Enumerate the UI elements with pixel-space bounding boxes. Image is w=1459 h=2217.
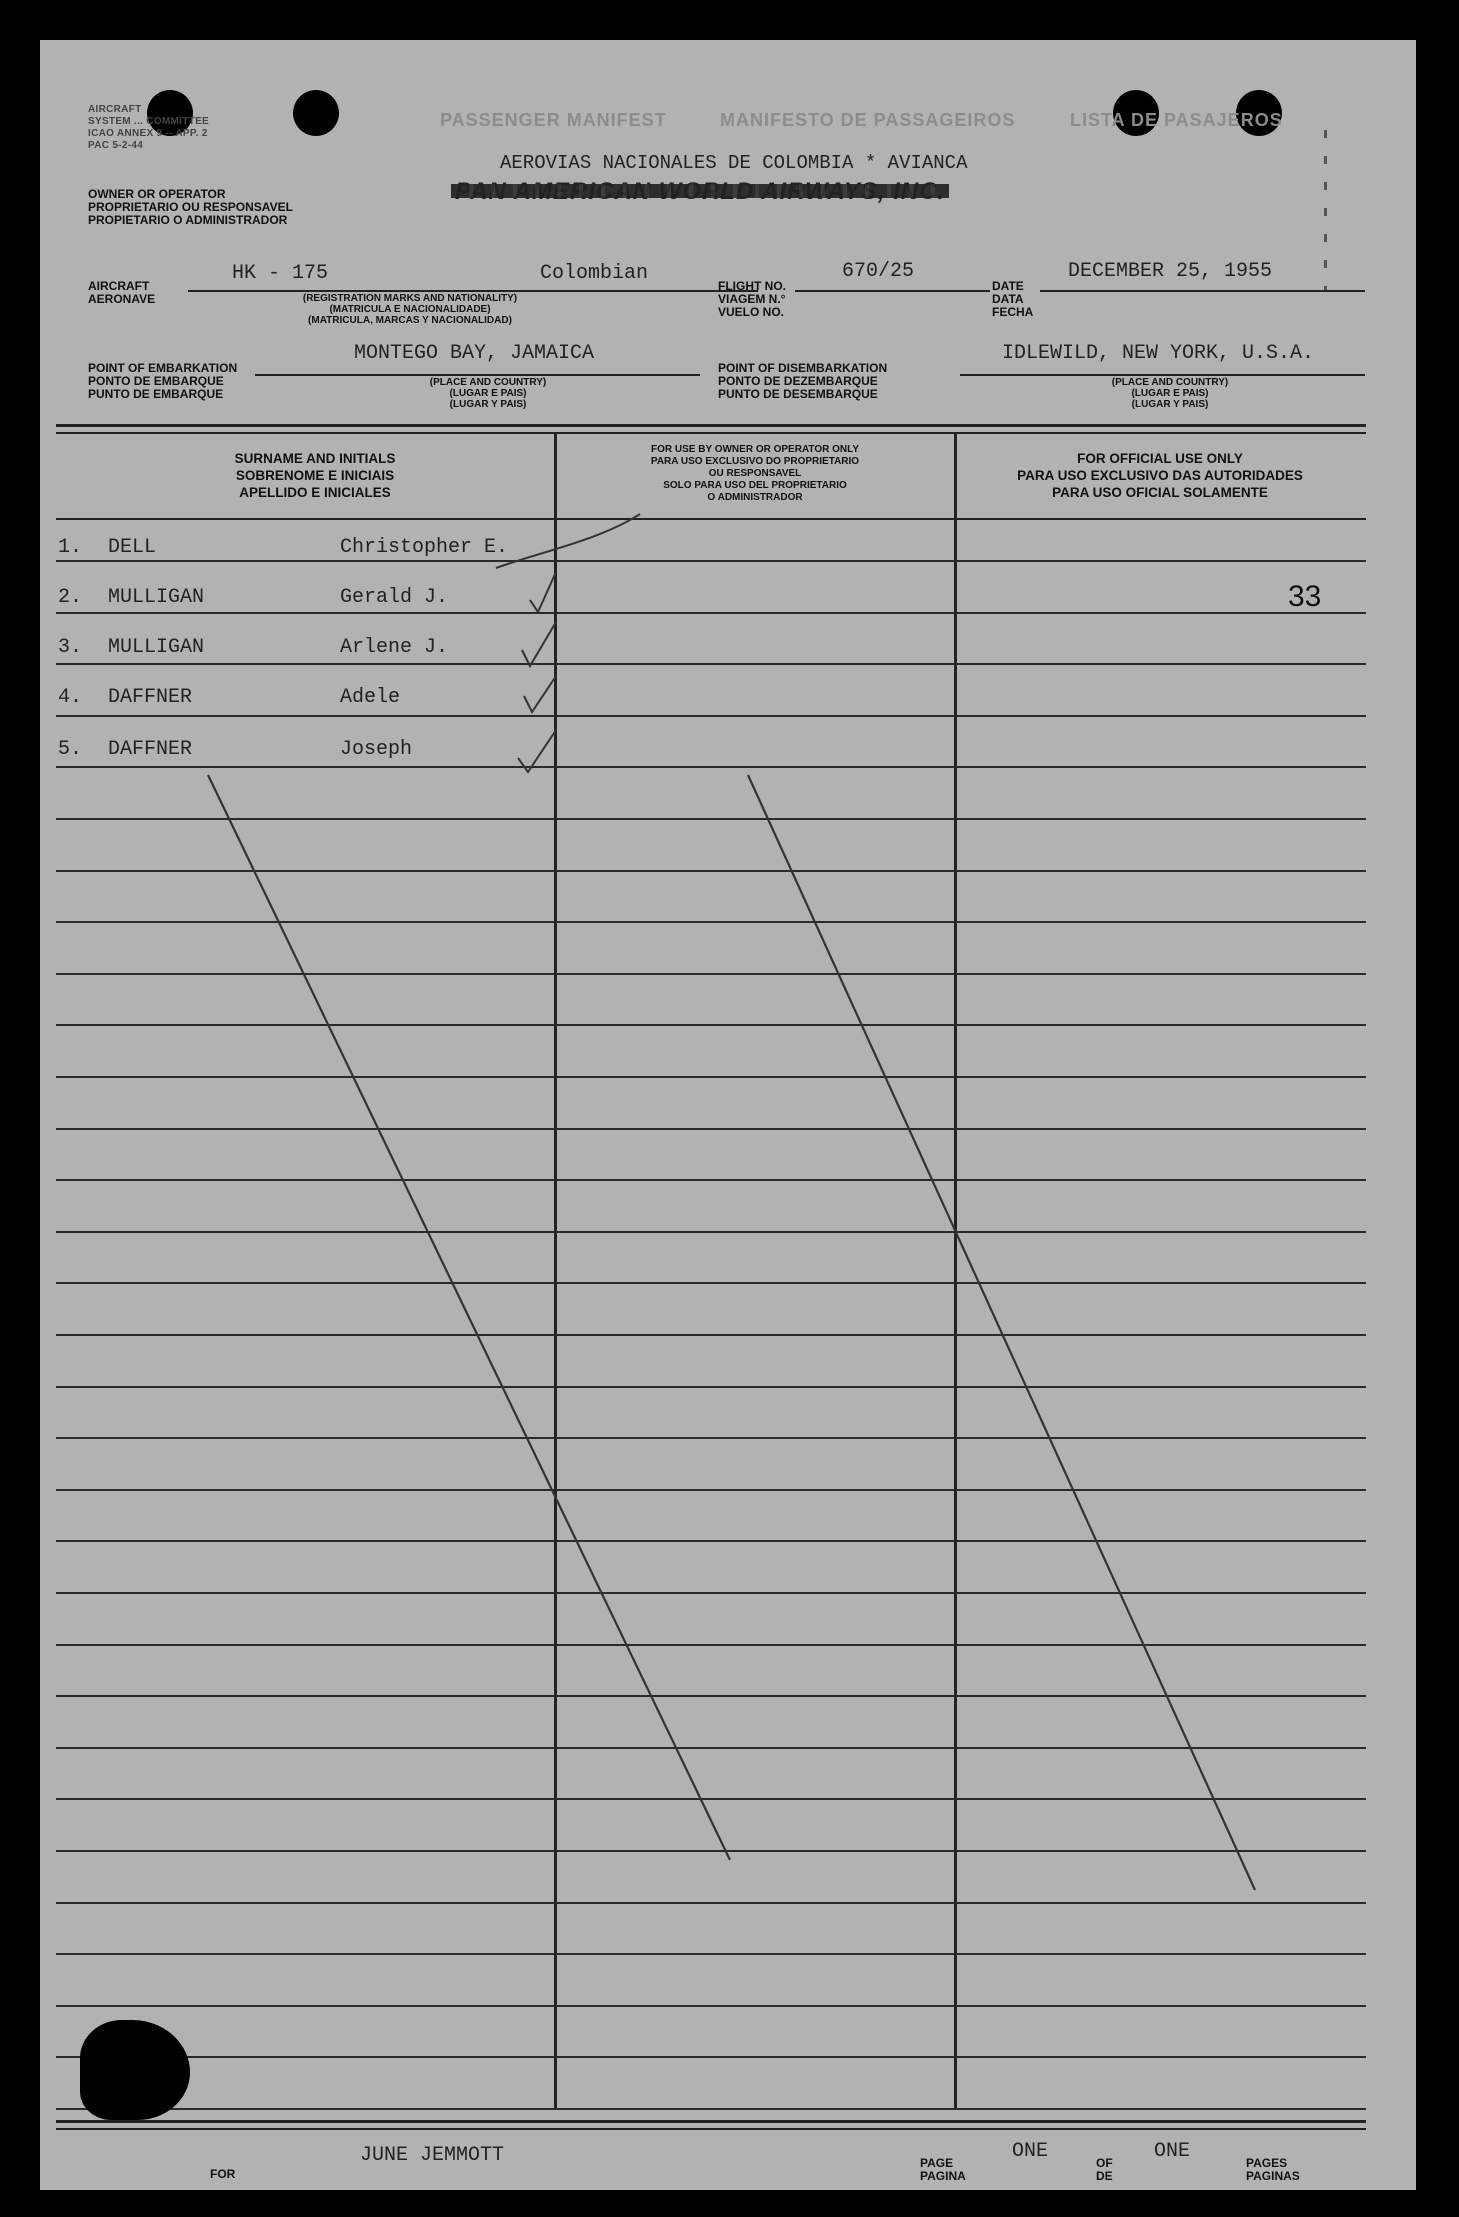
manifest-sheet xyxy=(40,40,1416,2190)
passenger-surname: DAFFNER xyxy=(108,738,193,761)
aircraft-caption: (REGISTRATION MARKS AND NATIONALITY) (MATRICULA E NACIONALIDADE) (MATRICULA, MARCAS Y NACIONALIDAD) xyxy=(302,293,518,326)
check-mark xyxy=(518,730,556,772)
passenger-number: 4. xyxy=(58,686,83,709)
form-reference: AIRCRAFT SYSTEM ... COMMITTEE ICAO ANNEX 9 -- APP. 2 PAC 5-2-44 xyxy=(88,104,210,151)
disembark-value: IDLEWILD, NEW YORK, U.S.A. xyxy=(1002,342,1315,365)
check-mark xyxy=(530,572,556,612)
page-label: PAGE PAGINA xyxy=(920,2156,966,2183)
disembark-caption: (PLACE AND COUNTRY) (LUGAR E PAIS) (LUGAR Y PAIS) xyxy=(1111,377,1229,410)
page-number: ONE xyxy=(1012,2140,1049,2163)
torn-corner xyxy=(80,2020,190,2120)
check-mark xyxy=(524,676,556,712)
flight-date: DECEMBER 25, 1955 xyxy=(1068,260,1273,283)
aircraft-nationality: Colombian xyxy=(540,262,649,285)
passenger-surname: MULLIGAN xyxy=(108,586,205,609)
diagonal-strike xyxy=(208,775,730,1860)
aircraft-label: AIRCRAFT AERONAVE xyxy=(88,279,156,306)
passenger-number: 1. xyxy=(58,536,83,559)
diagonal-strike xyxy=(748,775,1255,1890)
total-pages: ONE xyxy=(1154,2140,1191,2163)
pages-label: PAGES PAGINAS xyxy=(1246,2156,1300,2183)
aircraft-registration: HK - 175 xyxy=(232,262,329,285)
passenger-surname: MULLIGAN xyxy=(108,636,205,659)
passenger-given-name: Joseph xyxy=(340,738,413,761)
passenger-given-name: Arlene J. xyxy=(340,636,449,659)
footer-rule xyxy=(56,2120,1366,2123)
signature: JUNE JEMMOTT xyxy=(360,2144,505,2167)
date-label: DATE DATA FECHA xyxy=(992,279,1034,319)
passenger-number: 5. xyxy=(58,738,83,761)
disembark-label: POINT OF DISEMBARKATION PONTO DE DEZEMBARQUE PUNTO DE DESEMBARQUE xyxy=(718,361,888,401)
title-english: PASSENGER MANIFEST xyxy=(440,110,667,130)
tick-line xyxy=(496,514,640,568)
title-portuguese: MANIFESTO DE PASSAGEIROS xyxy=(720,110,1016,130)
pencil-marks xyxy=(40,40,1416,2190)
passenger-surname: DELL xyxy=(108,536,157,559)
passenger-given-name: Adele xyxy=(340,686,401,709)
title-spanish: LISTA DE PASAJEROS xyxy=(1070,110,1283,130)
passenger-surname: DAFFNER xyxy=(108,686,193,709)
operator-name: AEROVIAS NACIONALES DE COLOMBIA * AVIANCA xyxy=(500,152,968,174)
check-mark xyxy=(522,622,556,666)
flight-label: FLIGHT NO. VIAGEM N.° VUELO NO. xyxy=(718,279,786,319)
footer-rule-2 xyxy=(56,2128,1366,2130)
passenger-number: 3. xyxy=(58,636,83,659)
passenger-number: 2. xyxy=(58,586,83,609)
surname-column-header: SURNAME AND INITIALS SOBRENOME E INICIAIS APELLIDO E INICIALES xyxy=(234,451,396,500)
passenger-given-name: Gerald J. xyxy=(340,586,449,609)
official-note: 33 xyxy=(1288,580,1322,613)
official-use-column-header: FOR OFFICIAL USE ONLY PARA USO EXCLUSIVO DAS AUTORIDADES PARA USO OFICIAL SOLAMENTE xyxy=(1017,451,1303,500)
passenger-given-name: Christopher E. xyxy=(340,536,509,559)
embark-value: MONTEGO BAY, JAMAICA xyxy=(354,342,595,365)
embark-caption: (PLACE AND COUNTRY) (LUGAR E PAIS) (LUGAR Y PAIS) xyxy=(429,377,547,410)
embark-label: POINT OF EMBARKATION PONTO DE EMBARQUE PUNTO DE EMBARQUE xyxy=(88,361,238,401)
of-label: OF DE xyxy=(1096,2156,1113,2183)
owner-label: OWNER OR OPERATOR PROPRIETARIO OU RESPONSAVEL PROPIETARIO O ADMINISTRADOR xyxy=(88,187,293,227)
owner-use-column-header: FOR USE BY OWNER OR OPERATOR ONLY PARA USO EXCLUSIVO DO PROPRIETARIO OU RESPONSAVEL SOLO PARA USO DEL PROPRIETARIO O ADMINISTRADOR xyxy=(650,444,860,503)
flight-number: 670/25 xyxy=(842,260,915,283)
for-label: FOR xyxy=(210,2167,236,2181)
